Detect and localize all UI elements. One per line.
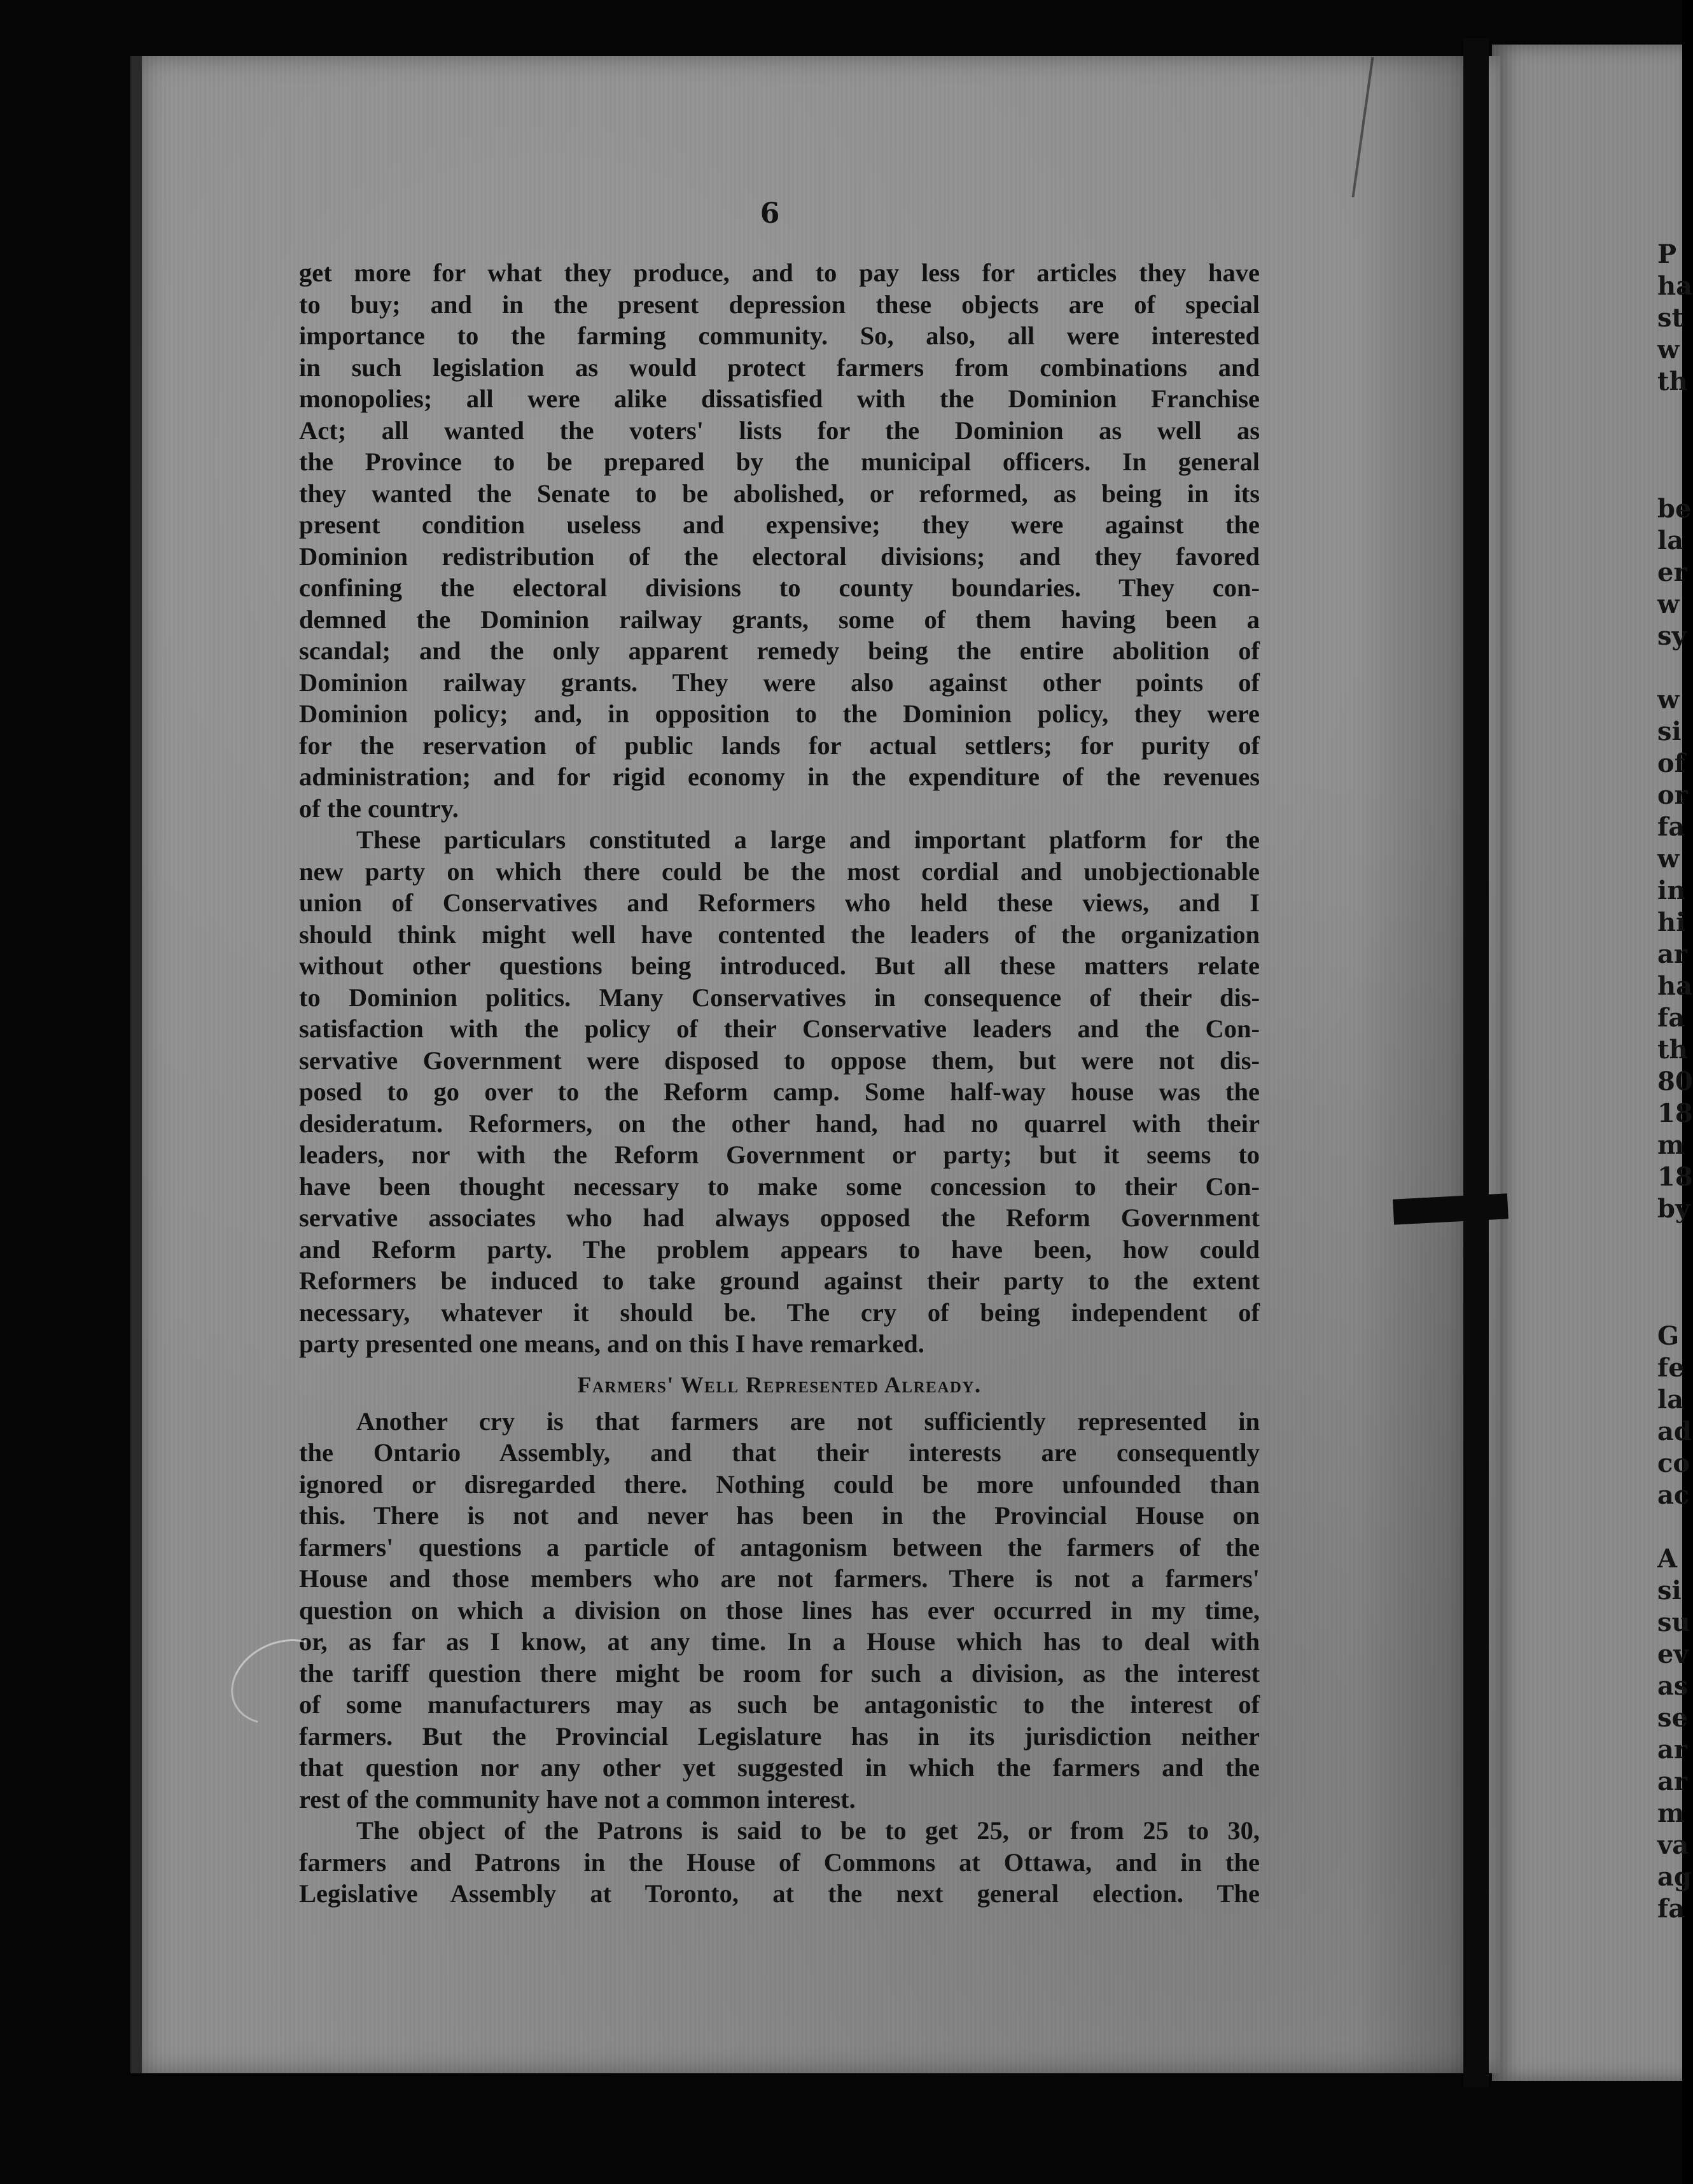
text-line: servative Government were disposed to oppose them, but were not dis-	[299, 1046, 1260, 1075]
facing-page-fragment: ha	[1657, 971, 1692, 1001]
facing-page-fragment: th	[1657, 1035, 1688, 1065]
text-line: without other questions being introduced. But all these matters relate	[299, 951, 1260, 980]
facing-page	[1492, 45, 1685, 2081]
text-line: they wanted the Senate to be abolished, or reformed, as being in its	[299, 479, 1260, 508]
text-line: The object of the Patrons is said to be to get 25, or from 25 to 30,	[356, 1816, 1260, 1845]
facing-page-fragment: co	[1657, 1448, 1690, 1478]
facing-page-fragment: P	[1657, 239, 1677, 269]
text-line: Dominion railway grants. They were also against other points of	[299, 668, 1260, 697]
text-line: leaders, nor with the Reform Government or party; but it seems to	[299, 1140, 1260, 1169]
text-line: should think might well have contented the leaders of the organization	[299, 920, 1260, 949]
text-line: demned the Dominion railway grants, some of them having been a	[299, 605, 1260, 634]
facing-page-fragment: hi	[1657, 907, 1686, 937]
text-line: satisfaction with the policy of their Conservative leaders and the Con-	[299, 1014, 1260, 1043]
text-line: the Ontario Assembly, and that their interests are consequently	[299, 1438, 1260, 1467]
text-line: present condition useless and expensive; they were against the	[299, 510, 1260, 539]
text-line: or, as far as I know, at any time. In a House which has to deal with	[299, 1627, 1260, 1656]
text-line: party presented one means, and on this I have remarked.	[299, 1329, 924, 1358]
facing-page-fragment: by	[1657, 1194, 1690, 1224]
text-line: Dominion redistribution of the electoral divisions; and they favored	[299, 542, 1260, 571]
text-line: the tariff question there might be room for such a division, as the interest	[299, 1658, 1260, 1688]
binding-gutter	[1463, 38, 1489, 2087]
facing-page-fragment: sy	[1657, 621, 1687, 651]
facing-page-fragment: la	[1657, 1385, 1684, 1415]
text-line: of some manufacturers may as such be antagonistic to the interest of	[299, 1690, 1260, 1719]
facing-page-fragment: or	[1657, 780, 1688, 810]
facing-page-fragment: th	[1657, 367, 1688, 396]
facing-page-fragment: ad	[1657, 1417, 1692, 1446]
text-line: farmers and Patrons in the House of Commons at Ottawa, and in the	[299, 1847, 1260, 1877]
text-line: in such legislation as would protect farmers from combinations and	[299, 353, 1260, 382]
text-line: importance to the farming community. So, also, all were interested	[299, 321, 1260, 350]
text-line: ignored or disregarded there. Nothing could be more unfounded than	[299, 1469, 1260, 1499]
facing-page-fragment: su	[1657, 1607, 1690, 1637]
facing-page-fragment: w	[1657, 844, 1680, 874]
text-line: House and those members who are not farmers. There is not a farmers'	[299, 1564, 1260, 1593]
text-line: to Dominion politics. Many Conservatives in consequence of their dis-	[299, 983, 1260, 1012]
page-number: 6	[760, 197, 780, 230]
facing-page-fragment: w	[1657, 685, 1680, 715]
text-line: Dominion policy; and, in opposition to the Dominion policy, they were	[299, 699, 1260, 728]
text-line: and Reform party. The problem appears to have been, how could	[299, 1235, 1260, 1264]
facing-page-fragment: va	[1657, 1830, 1689, 1860]
facing-page-fragment: fa	[1657, 1003, 1685, 1033]
text-line: of the country.	[299, 794, 459, 823]
facing-page-fragment: 80	[1657, 1067, 1693, 1096]
facing-page-fragment: ag	[1657, 1862, 1692, 1892]
section-heading: Farmers' Well Represented Already.	[577, 1371, 982, 1397]
text-line: confining the electoral divisions to county boundaries. They con-	[299, 573, 1260, 602]
facing-page-fragment: se	[1657, 1703, 1688, 1733]
facing-page-fragment: fa	[1657, 1894, 1685, 1924]
facing-page-fragment: of	[1657, 748, 1685, 778]
text-line: Act; all wanted the voters' lists for the Dominion as well as	[299, 416, 1260, 445]
facing-page-fragment: er	[1657, 557, 1687, 587]
text-line: question on which a division on those lines has ever occurred in my time,	[299, 1595, 1260, 1625]
text-line: have been thought necessary to make some concession to their Con-	[299, 1172, 1260, 1201]
facing-page-text-fragments	[1657, 0, 1693, 2184]
text-line: union of Conservatives and Reformers who held these views, and I	[299, 888, 1260, 917]
text-line: necessary, whatever it should be. The cry of being independent of	[299, 1298, 1260, 1327]
text-line: administration; and for rigid economy in the expenditure of the revenues	[299, 762, 1260, 791]
facing-page-fragment: la	[1657, 526, 1684, 556]
facing-page-fragment: fe	[1657, 1353, 1685, 1383]
facing-page-fragment: G	[1657, 1321, 1680, 1351]
text-line: servative associates who had always opposed the Reform Government	[299, 1203, 1260, 1232]
text-line: rest of the community have not a common interest.	[299, 1784, 856, 1814]
text-line: farmers' questions a particle of antagonism between the farmers of the	[299, 1532, 1260, 1562]
facing-page-fragment: 18	[1657, 1162, 1693, 1192]
facing-page-fragment: ar	[1657, 939, 1687, 969]
text-line: posed to go over to the Reform camp. Some half-way house was the	[299, 1077, 1260, 1106]
facing-page-fragment: ar	[1657, 1735, 1687, 1765]
body-text	[299, 257, 1260, 1910]
facing-page-fragment: 18	[1657, 1098, 1693, 1128]
facing-page-fragment: si	[1657, 717, 1682, 746]
text-line: that question nor any other yet suggested in which the farmers and the	[299, 1753, 1260, 1782]
text-line: farmers. But the Provincial Legislature has in its jurisdiction neither	[299, 1721, 1260, 1751]
text-line: scandal; and the only apparent remedy being the entire abolition of	[299, 636, 1260, 665]
facing-page-fragment: m	[1657, 1130, 1685, 1160]
facing-page-fragment: ev	[1657, 1639, 1689, 1669]
facing-page-fragment: A	[1657, 1544, 1678, 1574]
facing-page-fragment: fa	[1657, 812, 1685, 842]
paragraph-block-2	[299, 1406, 1260, 1910]
text-line: to buy; and in the present depression these objects are of special	[299, 290, 1260, 319]
facing-page-fragment: m	[1657, 1798, 1685, 1828]
text-line: the Province to be prepared by the municipal officers. In general	[299, 447, 1260, 476]
text-line: Legislative Assembly at Toronto, at the next general election. The	[299, 1879, 1260, 1908]
text-line: monopolies; all were alike dissatisfied with the Dominion Franchise	[299, 384, 1260, 413]
text-line: desideratum. Reformers, on the other hand, had no quarrel with their	[299, 1109, 1260, 1138]
facing-page-fragment: si	[1657, 1576, 1682, 1606]
text-line: for the reservation of public lands for actual settlers; for purity of	[299, 731, 1260, 760]
facing-page-fragment: ha	[1657, 271, 1692, 301]
text-line: These particulars constituted a large and important platform for the	[356, 825, 1260, 854]
facing-page-fragment: w	[1657, 589, 1680, 619]
facing-page-fragment: ac	[1657, 1480, 1690, 1510]
facing-page-fragment: st	[1657, 303, 1683, 333]
paragraph-block-1	[299, 257, 1260, 1360]
text-line: this. There is not and never has been in the Provincial House on	[299, 1501, 1260, 1530]
facing-page-fragment: be	[1657, 494, 1692, 524]
text-line: Another cry is that farmers are not sufficiently represented in	[356, 1406, 1260, 1436]
facing-page-fragment: w	[1657, 335, 1680, 365]
facing-page-fragment: ar	[1657, 1767, 1687, 1796]
text-line: get more for what they produce, and to pay less for articles they have	[299, 258, 1260, 287]
facing-page-fragment: as	[1657, 1671, 1689, 1701]
facing-page-fragment: in	[1657, 876, 1686, 906]
text-line: Reformers be induced to take ground against their party to the extent	[299, 1266, 1260, 1295]
text-line: new party on which there could be the most cordial and unobjectionable	[299, 857, 1260, 886]
